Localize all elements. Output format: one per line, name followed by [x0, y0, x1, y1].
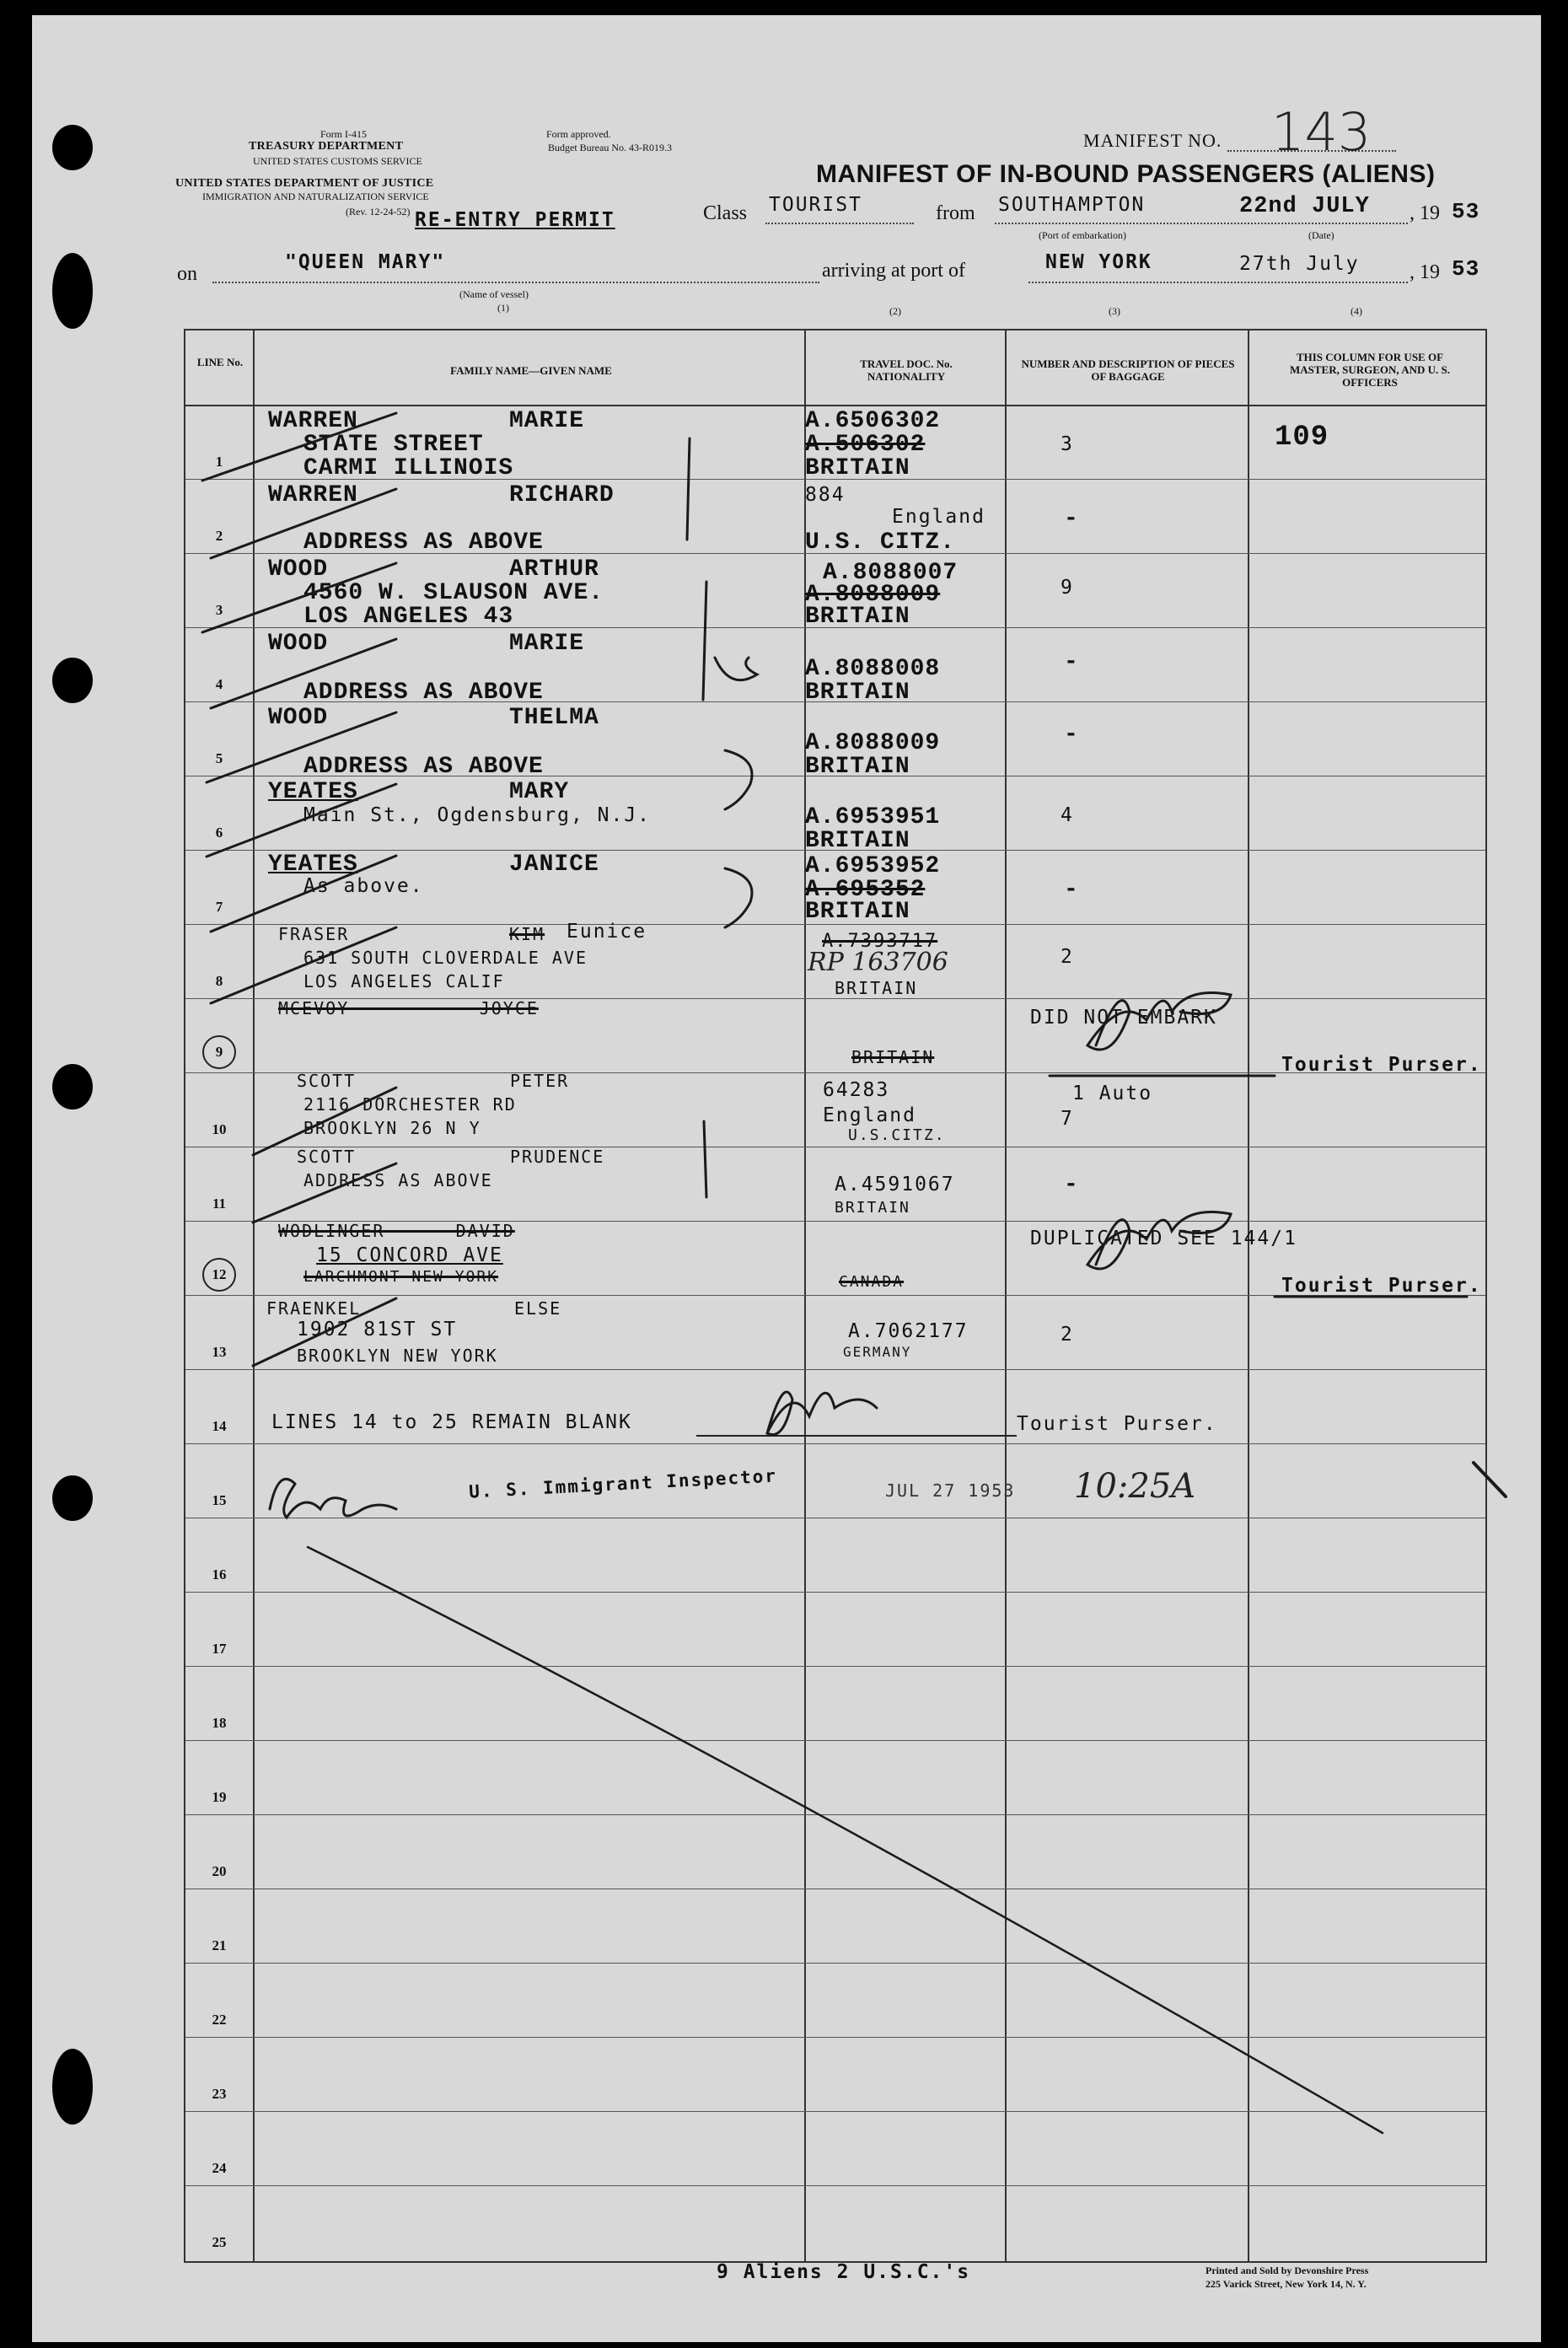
r3-addr1: 4560 W. SLAUSON AVE. — [303, 580, 604, 606]
form-approved: Form approved. — [546, 128, 611, 140]
r9-nationality: BRITAIN — [851, 1047, 935, 1067]
r8-doc-handwritten: RP 163706 — [808, 948, 948, 977]
arrival-year: 53 — [1452, 256, 1480, 282]
r1-given: MARIE — [509, 408, 585, 434]
footer-summary: 9 Aliens 2 U.S.C.'s — [717, 2261, 971, 2283]
check-mark — [211, 639, 396, 708]
line-number: 2 — [215, 528, 223, 544]
r7-doc-old: A.695352 — [805, 877, 926, 903]
r5-given: THELMA — [509, 705, 599, 731]
r7-nationality: BRITAIN — [805, 899, 910, 925]
r3-doc-old: A.8088009 — [805, 582, 941, 608]
r13-doc: A.7062177 — [848, 1320, 969, 1342]
r13-given: ELSE — [514, 1298, 562, 1319]
on-label: on — [177, 263, 197, 285]
line-number: 13 — [212, 1344, 227, 1360]
vessel-name: "QUEEN MARY" — [285, 251, 446, 273]
r2-given: RICHARD — [509, 482, 615, 508]
r5-doc: A.8088009 — [805, 730, 941, 756]
line-number: 3 — [215, 602, 223, 618]
check-mark — [253, 1298, 396, 1366]
r6-doc: A.6953951 — [805, 804, 941, 830]
line-number: 11 — [212, 1195, 227, 1212]
r2-nationality: U.S. CITZ. — [805, 529, 956, 556]
manifest-number: 143 — [1271, 101, 1372, 163]
r12-status: DUPLICATED SEE 144/1 — [1030, 1228, 1297, 1249]
manifest-no-label: MANIFEST NO. — [1083, 130, 1222, 151]
line-number: 24 — [212, 2160, 227, 2176]
r9-officer: Tourist Purser. — [1281, 1054, 1482, 1076]
r8-addr1: 631 SOUTH CLOVERDALE AVE — [303, 948, 588, 968]
r1-nationality: BRITAIN — [805, 455, 910, 481]
r10-bags: 7 — [1061, 1108, 1074, 1130]
r2-family: WARREN — [268, 482, 358, 508]
r6-family: YEATES — [268, 779, 358, 805]
r3-nationality: BRITAIN — [805, 604, 910, 630]
r7-given: JANICE — [509, 852, 599, 878]
r3-doc: A.8088007 — [823, 560, 959, 586]
r5-bags: - — [1064, 722, 1079, 748]
line-number: 8 — [215, 973, 223, 989]
r1-bags: 3 — [1061, 433, 1074, 455]
r10-doc2: England — [823, 1104, 916, 1126]
embark-year: 53 — [1452, 199, 1480, 224]
r11-bags: - — [1064, 1172, 1079, 1198]
tally-mark — [715, 658, 757, 680]
line-number: 18 — [212, 1715, 227, 1731]
r1-addr1: STATE STREET — [303, 432, 484, 458]
r7-doc: A.6953952 — [805, 853, 941, 879]
r12-nationality: CANADA — [839, 1273, 905, 1291]
r11-family: SCOTT — [297, 1147, 357, 1167]
tally-mark — [704, 1121, 706, 1197]
r8-given-old: KIM — [509, 924, 545, 944]
r6-given: MARY — [509, 779, 570, 805]
line-number: 9 — [185, 1035, 253, 1069]
line-number: 6 — [215, 825, 223, 841]
check-mark — [202, 563, 396, 632]
line-number: 4 — [215, 676, 223, 692]
line-number: 15 — [212, 1492, 227, 1508]
r6-addr: Main St., Ogdensburg, N.J. — [303, 804, 652, 826]
r8-addr2: LOS ANGELES CALIF — [303, 971, 505, 991]
line-number: 5 — [215, 750, 223, 766]
r8-doc-old: A.7393717 — [822, 931, 938, 952]
r8-nationality: BRITAIN — [835, 978, 918, 998]
arriving-label: arriving at port of — [822, 260, 965, 282]
r4-given: MARIE — [509, 631, 585, 657]
r13-family: FRAENKEL — [266, 1298, 362, 1319]
bracket-mark — [725, 750, 752, 809]
r10-nationality: U.S.CITZ. — [848, 1126, 946, 1144]
r3-bags: 9 — [1061, 577, 1074, 599]
tally-mark — [687, 438, 690, 540]
col1-number: (1) — [497, 302, 509, 314]
r10-bags-auto: 1 Auto — [1072, 1083, 1153, 1104]
purser-signature — [1087, 1212, 1231, 1270]
r9-name: MCEVOY --------- JOYCE — [278, 998, 539, 1018]
r7-family: YEATES — [268, 852, 358, 878]
arrival-date: 27th July — [1239, 253, 1360, 275]
r12-name: WODLINGER ---- DAVID — [278, 1221, 515, 1241]
r2-doc: 884 — [805, 484, 846, 506]
r14-signer: Tourist Purser. — [1017, 1413, 1217, 1435]
col-head-line-no: LINE No. — [196, 356, 244, 368]
r5-family: WOOD — [268, 705, 329, 731]
class-value: TOURIST — [769, 194, 862, 216]
purser-signature — [767, 1392, 877, 1435]
r10-doc: 64283 — [823, 1079, 890, 1101]
r12-addr1: 15 CONCORD AVE — [316, 1244, 503, 1266]
manifest-title: MANIFEST OF IN-BOUND PASSENGERS (ALIENS) — [816, 160, 1436, 188]
check-mark — [207, 784, 396, 857]
r11-addr: ADDRESS AS ABOVE — [303, 1170, 493, 1190]
check-mark — [253, 1163, 396, 1222]
r11-nationality: BRITAIN — [835, 1199, 910, 1217]
line-number: 17 — [212, 1641, 227, 1657]
r2-addr: ADDRESS AS ABOVE — [303, 529, 544, 556]
r10-given: PETER — [510, 1071, 570, 1091]
r13-nationality: GERMANY — [843, 1344, 912, 1360]
arrival-port: NEW YORK — [1045, 251, 1152, 273]
r3-family: WOOD — [268, 556, 329, 583]
r4-nationality: BRITAIN — [805, 680, 910, 706]
r13-addr1: 1902 81ST ST — [297, 1319, 458, 1341]
tally-mark — [703, 582, 706, 700]
line-number: 25 — [212, 2234, 227, 2250]
r5-nationality: BRITAIN — [805, 754, 910, 780]
col-head-officers: THIS COLUMN FOR USE OF MASTER, SURGEON, AND U. S. OFFICERS — [1290, 351, 1450, 389]
port-embark-caption: (Port of embarkation) — [1039, 229, 1126, 241]
line-number: 7 — [215, 899, 223, 915]
tick-mark — [1474, 1463, 1506, 1496]
budget-bureau: Budget Bureau No. 43-R019.3 — [548, 142, 672, 153]
line-number: 1 — [215, 454, 223, 470]
reentry-permit-label: RE-ENTRY PERMIT — [415, 209, 615, 231]
doj-label: UNITED STATES DEPARTMENT OF JUSTICE — [175, 177, 434, 190]
r7-bags: - — [1064, 877, 1079, 903]
form-number: Form I-415 — [320, 128, 367, 140]
check-mark — [207, 712, 396, 782]
check-mark — [211, 927, 396, 1003]
col2-number: (2) — [889, 305, 901, 317]
r4-doc: A.8088008 — [805, 656, 941, 682]
r3-addr2: LOS ANGELES 43 — [303, 604, 514, 630]
line-number: 14 — [212, 1418, 227, 1434]
line-number: 12 — [185, 1258, 253, 1292]
printer-line-2: 225 Varick Street, New York 14, N. Y. — [1206, 2278, 1367, 2290]
check-mark — [253, 1088, 396, 1155]
r3-given: ARTHUR — [509, 556, 599, 583]
r13-bags: 2 — [1061, 1324, 1074, 1346]
r10-family: SCOTT — [297, 1071, 357, 1091]
r6-nationality: BRITAIN — [805, 828, 910, 854]
r14-blank-note: LINES 14 to 25 REMAIN BLANK — [271, 1411, 632, 1433]
year-prefix-2: , 19 — [1410, 261, 1440, 283]
r1-family: WARREN — [268, 408, 358, 434]
year-prefix: , 19 — [1410, 202, 1440, 224]
r10-addr1: 2116 DORCHESTER RD — [303, 1094, 517, 1115]
r8-given: Eunice — [567, 921, 647, 943]
line-number: 23 — [212, 2086, 227, 2102]
r5-addr: ADDRESS AS ABOVE — [303, 754, 544, 780]
check-mark — [202, 413, 396, 481]
vessel-caption: (Name of vessel) — [459, 288, 529, 300]
class-label: Class — [703, 202, 748, 224]
r2-doc2: England — [892, 506, 985, 528]
line-number: 20 — [212, 1863, 227, 1879]
check-mark — [211, 856, 396, 932]
r12-officer: Tourist Purser. — [1281, 1275, 1482, 1297]
inspection-time: 10:25A — [1074, 1467, 1196, 1506]
check-mark — [211, 489, 396, 558]
rev-date: (Rev. 12-24-52) — [346, 206, 411, 218]
port-of-embarkation: SOUTHAMPTON — [998, 194, 1146, 216]
r10-addr2: BROOKLYN 26 N Y — [303, 1118, 481, 1138]
r11-given: PRUDENCE — [510, 1147, 605, 1167]
r8-bags: 2 — [1061, 946, 1074, 968]
customs-service: UNITED STATES CUSTOMS SERVICE — [253, 155, 422, 167]
r1-officer-note: 109 — [1275, 422, 1329, 454]
r6-bags: 4 — [1061, 804, 1074, 826]
line-number: 21 — [212, 1937, 227, 1953]
r4-bags: - — [1064, 649, 1079, 675]
col-head-travel-doc: TRAVEL DOC. No. NATIONALITY — [860, 357, 953, 383]
col3-number: (3) — [1109, 305, 1120, 317]
r8-family: FRASER — [278, 924, 350, 944]
r4-addr: ADDRESS AS ABOVE — [303, 680, 544, 706]
purser-signature — [1087, 993, 1231, 1050]
r2-bags: - — [1064, 506, 1079, 532]
col4-number: (4) — [1351, 305, 1362, 317]
printer-line-1: Printed and Sold by Devonshire Press — [1206, 2265, 1369, 2276]
line-number: 16 — [212, 1566, 227, 1582]
cancel-line — [308, 1547, 1383, 2133]
r11-doc: A.4591067 — [835, 1174, 955, 1195]
from-label: from — [936, 202, 975, 224]
line-number: 22 — [212, 2012, 227, 2028]
r1-doc: A.6506302 — [805, 408, 941, 434]
inspector-initials — [270, 1479, 396, 1518]
r13-addr2: BROOKLYN NEW YORK — [297, 1346, 498, 1366]
inspection-stamp: JUL 27 1953 — [885, 1480, 1016, 1501]
line-number: 19 — [212, 1789, 227, 1805]
r4-family: WOOD — [268, 631, 329, 657]
col-head-name: FAMILY NAME—GIVEN NAME — [450, 364, 612, 377]
r12-addr2: LARCHMONT NEW YORK — [303, 1268, 499, 1286]
r7-addr: As above. — [303, 875, 424, 897]
bracket-mark — [725, 868, 752, 927]
inspector-label: U. S. Immigrant Inspector — [468, 1465, 778, 1502]
r1-doc-old: A.506302 — [805, 432, 926, 458]
col-head-baggage: NUMBER AND DESCRIPTION OF PIECES OF BAGGAGE — [1021, 357, 1235, 383]
embark-date: 22nd JULY — [1239, 194, 1370, 219]
r1-addr2: CARMI ILLINOIS — [303, 455, 514, 481]
r9-status: DID NOT EMBARK — [1030, 1007, 1217, 1029]
line-number: 10 — [212, 1121, 227, 1137]
treasury-dept: TREASURY DEPARTMENT — [249, 140, 404, 153]
date-caption: (Date) — [1308, 229, 1334, 241]
ins-label: IMMIGRATION AND NATURALIZATION SERVICE — [202, 191, 429, 202]
